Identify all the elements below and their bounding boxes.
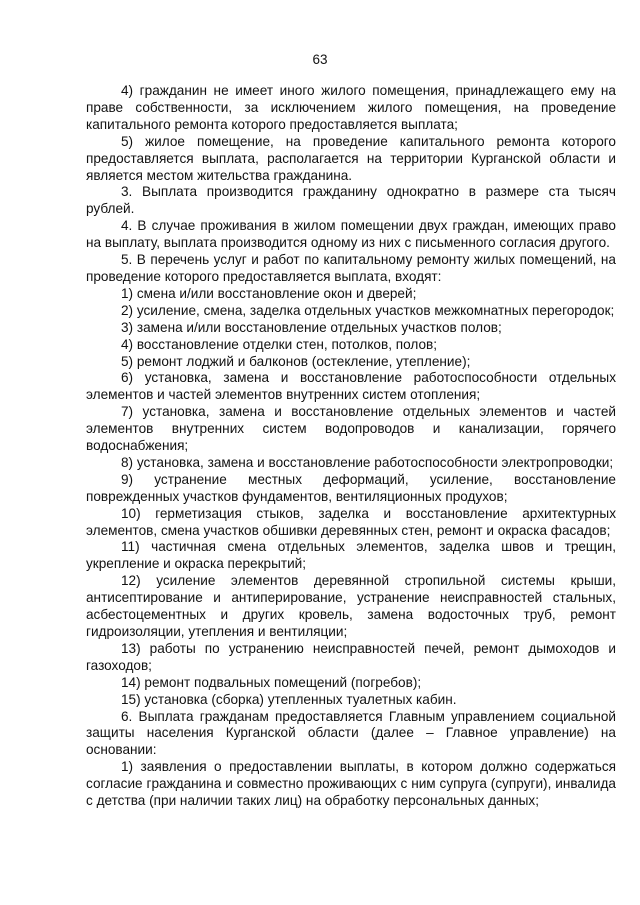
list-item: 1) смена и/или восстановление окон и дверей;: [121, 285, 417, 301]
paragraph: 4) гражданин не имеет иного жилого помещения, принадлежащего ему на праве собственности, за исключением жилого помещения, на проведение капитального ремонта которого предоставляется выплата;: [86, 83, 616, 132]
list-item: 13) работы по устранению неисправностей печей, ремонт дымоходов и газоходов;: [86, 640, 616, 673]
list-item: 11) частичная смена отдельных элементов, заделка швов и трещин, укрепление и окраска перекрытий;: [86, 539, 616, 572]
list-item: 5) ремонт лоджий и балконов (остекление, утепление);: [121, 353, 471, 369]
list-item: 7) установка, замена и восстановление отдельных элементов и частей элементов внутренних систем водопроводов и канализации, горячего водоснабжения;: [86, 404, 616, 454]
list-item: 12) усиление элементов деревянной стропильной системы крыши, антисептирование и антиперирование, устранение неисправностей стальных, асбестоцементных и других кровель, замена водосточных труб, ремонт гидроизоляции, утепления и вентиляции;: [86, 573, 616, 639]
paragraph: 3. Выплата производится гражданину однократно в размере ста тысяч рублей.: [86, 184, 616, 217]
paragraph: 6. Выплата гражданам предоставляется Главным управлением социальной защиты населения Курганской области (далее – Главное управление) на основании:: [86, 708, 616, 758]
list-item: 6) установка, замена и восстановление работоспособности отдельных элементов и частей элементов внутренних систем отопления;: [86, 370, 616, 403]
paragraph: 4. В случае проживания в жилом помещении двух граждан, имеющих право на выплату, выплата производится одному из них с письменного согласия другого.: [86, 218, 616, 251]
paragraph: 5) жилое помещение, на проведение капитального ремонта которого предоставляется выплата, располагается на территории Курганской области и является местом жительства гражданина.: [86, 133, 616, 183]
list-item: 1) заявления о предоставлении выплаты, в котором должно содержаться согласие гражданина и совместно проживающих с ним супруга (супруги), инвалида с детства (при наличии таких лиц) на обработку персональных данных;: [86, 759, 616, 809]
list-item: 2) усиление, смена, заделка отдельных участков межкомнатных перегородок;: [121, 302, 615, 318]
list-item: 8) установка, замена и восстановление работоспособности электропроводки;: [121, 454, 614, 470]
page-number: 63: [312, 52, 328, 67]
list-item: 3) замена и/или восстановление отдельных участков полов;: [121, 319, 502, 335]
list-item: 15) установка (сборка) утепленных туалетных кабин.: [121, 691, 457, 707]
list-item: 4) восстановление отделки стен, потолков, полов;: [121, 336, 438, 352]
list-item: 9) устранение местных деформаций, усиление, восстановление поврежденных участков фундаментов, вентиляционных продухов;: [86, 471, 616, 504]
list-item: 14) ремонт подвальных помещений (погребов);: [121, 674, 422, 690]
paragraph: 5. В перечень услуг и работ по капитальному ремонту жилых помещений, на проведение которого предоставляется выплата, входят:: [86, 252, 616, 284]
list-item: 10) герметизация стыков, заделка и восстановление архитектурных элементов, смена участков обшивки деревянных стен, ремонт и окраска фасадов;: [86, 505, 616, 538]
document-body: [86, 83, 616, 810]
